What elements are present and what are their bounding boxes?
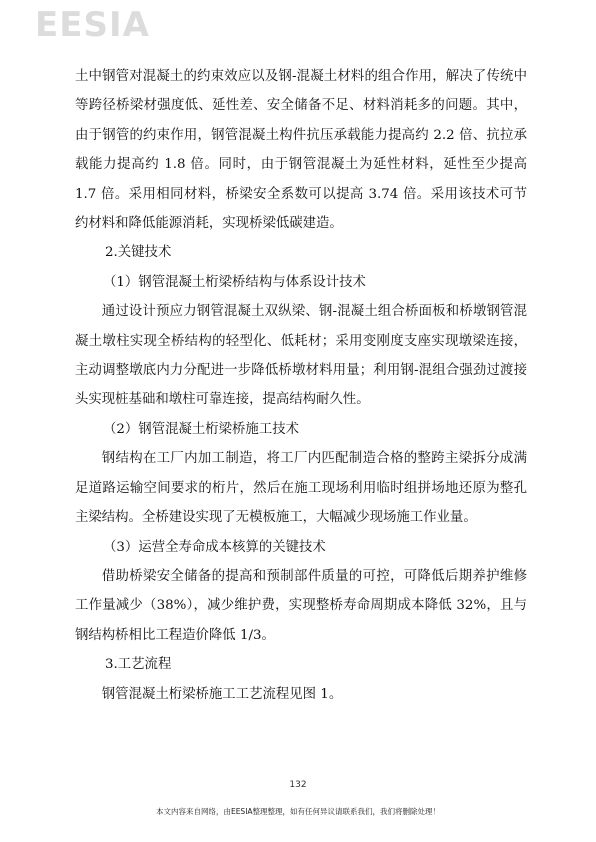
page-number: 132 <box>289 780 307 790</box>
paragraph-structure-design: 通过设计预应力钢管混凝土双纵梁、钢-混凝土组合桥面板和桥墩钢管混凝土墩柱实现全桥结构的轻型化、低耗材；采用变刚度支座实现墩梁连接，主动调整墩底内力分配进一步降低桥墩材料用量；利用钢-混组合强劲过渡接头实现桩基础和墩柱可靠连接，提高结构耐久性。 <box>75 304 527 408</box>
heading-structure-design: （1）钢管混凝土桁梁桥结构与体系设计技术 <box>103 274 366 290</box>
heading-key-technology: 2.关键技术 <box>105 245 172 261</box>
heading-construction: （2）钢管混凝土桁梁桥施工技术 <box>103 421 299 437</box>
paragraph-process-flow: 钢管混凝土桁梁桥施工工艺流程见图 1。 <box>101 686 343 702</box>
heading-lifecycle-cost: （3）运营全寿命成本核算的关键技术 <box>103 539 326 555</box>
footer-disclaimer: 本文内容来自网络，由EESIA整理整理，如有任何异议请联系我们，我们将删除处理！ <box>155 807 441 816</box>
eesia-logo: EESIA <box>35 5 150 45</box>
paragraph-intro: 土中钢管对混凝土的约束效应以及钢-混凝土材料的组合作用，解决了传统中等跨径桥梁材强度低、延性差、安全储备不足、材料消耗多的问题。其中，由于钢管的约束作用，钢管混凝土构件抗压承载能力提高约 2.2 倍、抗拉承载能力提高约 1.8 倍。同时，由于钢管混凝土为延性材料，延性至少提高 1.7 倍。采用相同材料，桥梁安全系数可以提高 3.74 倍。采用该技术可节约材料和降低能源消耗，实现桥梁低碳建造。 <box>75 69 527 232</box>
paragraph-construction: 钢结构在工厂内加工制造，将工厂内匹配制造合格的整跨主梁拆分成满足道路运输空间要求的桁片，然后在施工现场利用临时组拼场地还原为整孔主梁结构。全桥建设实现了无模板施工，大幅减少现场施工作业量。 <box>75 451 527 526</box>
document-body <box>75 62 527 709</box>
heading-process-flow: 3.工艺流程 <box>105 657 172 673</box>
paragraph-lifecycle-cost: 借助桥梁安全储备的提高和预制部件质量的可控，可降低后期养护维修工作量减少（38%），减少维护费，实现整桥寿命周期成本降低 32%，且与钢结构桥相比工程造价降低 1/3。 <box>75 568 527 643</box>
